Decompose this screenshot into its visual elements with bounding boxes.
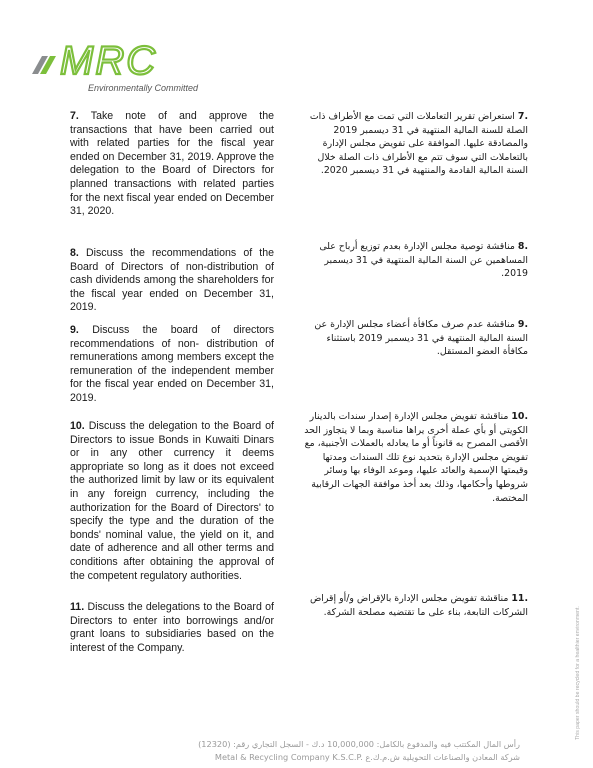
item-number: 8. (70, 247, 79, 259)
item-number: .8 (517, 241, 528, 252)
item-text: مناقشة تفويض مجلس الإدارة بالإقراض و/أو إقراض الشركات التابعة، بناء على ما تقتضيه مصلحة الشركة. (309, 593, 528, 618)
item-8-en (70, 247, 274, 315)
item-number: 10. (70, 420, 85, 432)
logo-tagline: Environmentally Committed (88, 83, 199, 93)
item-number: 7. (70, 110, 79, 122)
item-10-ar (300, 410, 528, 505)
item-text: مناقشة تفويض مجلس الإدارة إصدار سندات بالدينار الكويتي أو بأي عملة أخرى يراها مناسبة وبما لا يتجاوز الحد الأقصى المصرح به قانوناً أو ما يعادله بالعملات الأجنبية، مع تفويض مجلس الإدارة بتحديد نوع تلك السندات ومدتها وقيمتها الإسمية والعائد عليها، وموعد الوفاء بها وسائر شروطها وأحكامها، وذلك بعد أخذ موافقة الجهات الرقابية المختصة. (304, 411, 528, 504)
recycle-note: This paper should be recycled for a healthier environment. (575, 606, 581, 740)
logo-text: MRC (60, 39, 158, 83)
item-text: استعراض تقرير التعاملات التي تمت مع الأطراف ذات الصلة للسنة المالية المنتهية في 31 ديسمبر 2019 والمصادقة عليها. الموافقة على تفويض مجلس الإدارة بالتعاملات التي سوف تتم مع الأطراف ذات الصلة خلال السنة المالية القادمة والمنتهية في 31 ديسمبر 2020. (309, 111, 528, 177)
item-number: .7 (517, 111, 528, 122)
item-11-en (70, 601, 274, 655)
item-9-en (70, 324, 274, 406)
item-number: 11. (70, 601, 85, 613)
item-8-ar (300, 240, 528, 281)
item-7-en (70, 110, 274, 219)
item-text: Take note of and approve the transactions that have been carried out with related parties for the fiscal year ended on December 31, 2019. Approve the delegation to the Board of Directors for planned transactions with related parties for the next fiscal year ended on December 31, 2020. (70, 110, 274, 218)
item-number: 9. (70, 324, 79, 336)
item-number: .11 (511, 593, 528, 604)
footer-capital-line: رأس المال المكتتب فيه والمدفوع بالكامل: 10,000,000 د.ك - السجل التجاري رقم: (12320) (198, 739, 520, 749)
item-text: مناقشة عدم صرف مكافأة أعضاء مجلس الإدارة عن السنة المالية المنتهية في 31 ديسمبر 2019 باستثناء مكافأة العضو المستقل. (314, 319, 528, 358)
item-11-ar (300, 592, 528, 619)
item-10-en (70, 420, 274, 583)
footer-company-line: Metal & Recycling Company K.S.C.P. شركة المعادن والصناعات التحويلية ش.م.ك.ع (214, 752, 520, 762)
item-text: Discuss the delegation to the Board of Directors to issue Bonds in Kuwaiti Dinars or in any other currency it deems appropriate so long as it does not exceed the authorized limit by law or its equivalent in any foreign currency, including the authorization for the Board of Directors' to specify the type and the duration of the bonds' nominal value, the yield on it, and date of adherence and all other terms and conditions after obtaining the approval of the competent regulatory authorities. (70, 420, 274, 582)
item-7-ar (300, 110, 528, 178)
item-number: .9 (517, 319, 528, 330)
item-text: Discuss the board of directors recommendations of non- distribution of remunerations among members except the remuneration of the independent member for the fiscal year ended on December 31, 2019. (70, 324, 274, 404)
item-text: مناقشة توصية مجلس الإدارة بعدم توزيع أرباح على المساهمين عن السنة المالية المنتهية في 31 ديسمبر 2019. (319, 241, 528, 280)
item-9-ar (300, 318, 528, 359)
item-text: Discuss the recommendations of the Board of Directors of non-distribution of cash dividends among the shareholders for the fiscal year ended on December 31, 2019. (70, 247, 274, 314)
item-number: .10 (511, 411, 528, 422)
item-text: Discuss the delegations to the Board of Directors to enter into borrowings and/or grant loans to subsidiaries based on the interest of the Company. (70, 601, 274, 654)
